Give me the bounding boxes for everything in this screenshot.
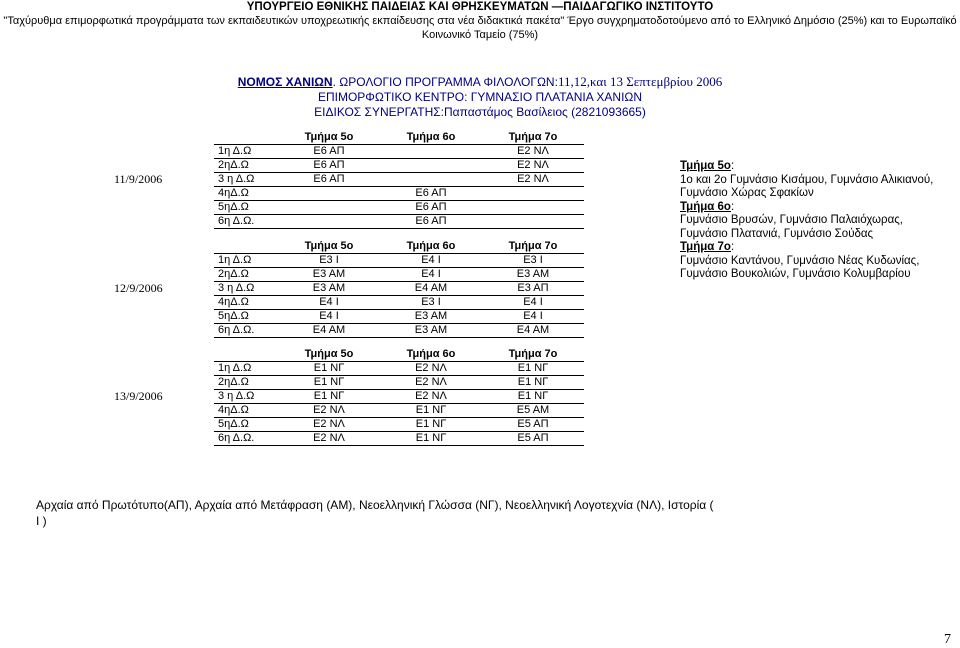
schedule-cell: Ε5 ΑΜ (482, 404, 584, 418)
period-spacer (214, 240, 278, 254)
schedule-cell: Ε4 ΑΜ (380, 282, 482, 296)
schedule-cell (482, 215, 584, 229)
section-5-schools: 1ο και 2ο Γυμνάσιο Κισάμου, Γυμνάσιο Αλικιανού, Γυμνάσιο Χώρας Σφακίων (680, 173, 934, 199)
schedule-cell: Ε6 ΑΠ (278, 145, 380, 159)
date-spacer (110, 215, 214, 229)
schedule-cell: Ε1 ΝΓ (380, 404, 482, 418)
teaching-period: 6η Δ.Ω. (214, 215, 278, 229)
date-spacer (110, 376, 214, 390)
teaching-period: 3 η Δ.Ω (214, 390, 278, 404)
schedule-cell (278, 187, 380, 201)
schedule-cell: Ε1 ΝΓ (380, 418, 482, 432)
date-spacer (110, 187, 214, 201)
schedule-cell: Ε2 ΝΛ (482, 159, 584, 173)
schedule-cell (482, 201, 584, 215)
date-spacer (110, 348, 214, 362)
date-spacer (110, 145, 214, 159)
table-row (110, 390, 584, 404)
schedule-cell: Ε3 ΑΠ (482, 282, 584, 296)
schedule-cell: Ε6 ΑΠ (380, 187, 482, 201)
table-row (110, 432, 584, 446)
schedule-cell: Ε1 ΝΓ (482, 376, 584, 390)
special-partner: ΕΙΔΙΚΟΣ ΣΥΝΕΡΓΑΤΗΣ:Παπαστάμος Βασίλειος (2821093665) (314, 105, 646, 119)
teaching-period: 6η Δ.Ω. (214, 432, 278, 446)
schedule-cell: Ε1 ΝΓ (482, 390, 584, 404)
prefecture-name: ΝΟΜΟΣ ΧΑΝΙΩΝ (237, 75, 333, 89)
teaching-period: 1η Δ.Ω (214, 362, 278, 376)
date-spacer (110, 296, 214, 310)
table-row (110, 173, 584, 187)
table-row (110, 254, 584, 268)
day-date: 12/9/2006 (114, 281, 163, 295)
date-spacer (110, 254, 214, 268)
table-row (110, 187, 584, 201)
schedule-cell: Ε3 ΑΜ (482, 268, 584, 282)
section-7-label: Τμήμα 7ο (680, 241, 731, 253)
schedule-cell: Ε3 ΑΜ (380, 310, 482, 324)
subject-abbreviations: Αρχαία από Πρωτότυπο(ΑΠ), Αρχαία από Μετάφραση (ΑΜ), Νεοελληνική Γλώσσα (ΝΓ), Νεοελληνική Λογοτεχνία (ΝΛ), Ιστορία ( Ι ) (36, 498, 714, 528)
table-row (110, 324, 584, 338)
schedule-cell (380, 173, 482, 187)
table-row (110, 296, 584, 310)
schedule-table-day-2 (110, 240, 584, 338)
section-6-label: Τμήμα 6ο (680, 200, 731, 213)
training-center: ΕΠΙΜΟΡΦΩΤΙΚΟ ΚΕΝΤΡΟ: ΓΥΜΝΑΣΙΟ ΠΛΑΤΑΝΙΑ ΧΑΝΙΩΝ (317, 90, 643, 104)
ministry-title: ΥΠΟΥΡΓΕΙΟ ΕΘΝΙΚΗΣ ΠΑΙΔΕΙΑΣ ΚΑΙ ΘΡΗΣΚΕΥΜΑΤΩΝ —ΠΑΙΔΑΓΩΓΙΚΟ ΙΝΣΤΙΤΟΥΤΟ (246, 1, 714, 13)
program-title: . ΩΡΟΛΟΓΙΟ ΠΡΟΓΡΑΜΜΑ ΦΙΛΟΛΟΓΩΝ: (332, 75, 558, 89)
date-spacer (110, 404, 214, 418)
schedule-title-block (0, 74, 960, 120)
schedule-cell (482, 187, 584, 201)
table-row (110, 215, 584, 229)
section-5-label: Τμήμα 5ο (680, 160, 731, 172)
page-number: 7 (944, 632, 951, 647)
schedule-cell: Ε2 ΝΛ (278, 432, 380, 446)
table-row (110, 268, 584, 282)
schedule-cell: Ε2 ΝΛ (380, 362, 482, 376)
schedule-cell: Ε1 ΝΓ (482, 362, 584, 376)
date-spacer (110, 432, 214, 446)
teaching-period: 5ηΔ.Ω (214, 201, 278, 215)
section-header: Τμήμα 5ο (278, 131, 380, 145)
teaching-period: 1η Δ.Ω (214, 254, 278, 268)
table-header-row (110, 240, 584, 254)
date-spacer (110, 201, 214, 215)
schedule-cell: Ε4 Ι (482, 296, 584, 310)
section-header: Τμήμα 7ο (482, 240, 584, 254)
section-header: Τμήμα 6ο (380, 348, 482, 362)
table-row (110, 310, 584, 324)
date-spacer (110, 310, 214, 324)
table-row (110, 418, 584, 432)
schedule-cell: Ε1 ΝΓ (278, 390, 380, 404)
section-7-schools: Γυμνάσιο Καντάνου, Γυμνάσιο Νέας Κυδωνίας, Γυμνάσιο Βουκολιών, Γυμνάσιο Κολυμβαρίου (680, 254, 920, 280)
schedule-cell: Ε3 ΑΜ (278, 268, 380, 282)
schedule-cell: Ε1 ΝΓ (278, 362, 380, 376)
date-spacer (110, 268, 214, 282)
day-date: 11/9/2006 (114, 172, 163, 186)
schedule-cell: Ε2 ΝΛ (380, 376, 482, 390)
schedule-cell: Ε3 Ι (278, 254, 380, 268)
schedule-cell: Ε5 ΑΠ (482, 418, 584, 432)
date-spacer (110, 240, 214, 254)
section-header: Τμήμα 7ο (482, 348, 584, 362)
teaching-period: 2ηΔ.Ω (214, 268, 278, 282)
schedule-cell: Ε3 ΑΜ (380, 324, 482, 338)
teaching-period: 3 η Δ.Ω (214, 173, 278, 187)
table-row (110, 282, 584, 296)
teaching-period: 2ηΔ.Ω (214, 159, 278, 173)
schedule-cell (278, 201, 380, 215)
program-description: "Ταχύρυθμα επιμορφωτικά προγράμματα των εκπαιδευτικών υποχρεωτικής εκπαίδευσης στα νέα διδακτικά πακέτα" Έργο συγχρηματοδοτούμενο από το Ελληνικό Δημόσιο (25%) και το Ευρωπαϊκό (3, 15, 957, 27)
teaching-period: 5ηΔ.Ω (214, 310, 278, 324)
schedule-cell: Ε3 Ι (380, 296, 482, 310)
program-funding: Κοινωνικό Ταμείο (75%) (421, 29, 539, 41)
teaching-period: 1η Δ.Ω (214, 145, 278, 159)
schedule-cell: Ε6 ΑΠ (380, 201, 482, 215)
date-spacer (110, 159, 214, 173)
date-spacer (110, 324, 214, 338)
date-spacer (110, 362, 214, 376)
program-dates: 11,12,και 13 Σεπτεμβρίου 2006 (557, 74, 723, 89)
table-row (110, 376, 584, 390)
table-header-row (110, 131, 584, 145)
schedule-cell: Ε6 ΑΠ (278, 159, 380, 173)
schedule-cell (380, 159, 482, 173)
schedule-table-day-3 (110, 348, 584, 446)
table-header-row (110, 348, 584, 362)
schedule-cell: Ε2 ΝΛ (482, 145, 584, 159)
teaching-period: 2ηΔ.Ω (214, 376, 278, 390)
period-spacer (214, 348, 278, 362)
teaching-period: 3 η Δ.Ω (214, 282, 278, 296)
schedule-cell: Ε4 Ι (482, 310, 584, 324)
schedule-cell: Ε2 ΝΛ (482, 173, 584, 187)
schedule-cell: Ε4 Ι (380, 254, 482, 268)
schedule-cell: Ε3 ΑΜ (278, 282, 380, 296)
period-spacer (214, 131, 278, 145)
schedule-cell: Ε6 ΑΠ (278, 173, 380, 187)
table-row (110, 159, 584, 173)
schedule-cell: Ε4 Ι (278, 310, 380, 324)
section-header: Τμήμα 6ο (380, 131, 482, 145)
teaching-period: 4ηΔ.Ω (214, 187, 278, 201)
schedule-cell: Ε1 ΝΓ (278, 376, 380, 390)
date-spacer (110, 418, 214, 432)
section-6-schools: Γυμνάσιο Βρυσών, Γυμνάσιο Παλαιόχωρας, Γυμνάσιο Πλατανιά, Γυμνάσιο Σούδας (680, 214, 903, 240)
schedule-cell: Ε4 ΑΜ (278, 324, 380, 338)
schedule-cell: Ε6 ΑΠ (380, 215, 482, 229)
schedule-cell: Ε3 Ι (482, 254, 584, 268)
schedule-cell: Ε2 ΝΛ (278, 404, 380, 418)
table-row (110, 145, 584, 159)
table-row (110, 362, 584, 376)
section-header: Τμήμα 5ο (278, 240, 380, 254)
teaching-period: 4ηΔ.Ω (214, 296, 278, 310)
section-header: Τμήμα 7ο (482, 131, 584, 145)
day-date: 13/9/2006 (114, 389, 163, 403)
schedule-cell: Ε2 ΝΛ (380, 390, 482, 404)
schedule-cell: Ε1 ΝΓ (380, 432, 482, 446)
schedule-cell (278, 215, 380, 229)
teaching-period: 5ηΔ.Ω (214, 418, 278, 432)
schedule-cell: Ε2 ΝΛ (278, 418, 380, 432)
table-row (110, 404, 584, 418)
teaching-period: 4ηΔ.Ω (214, 404, 278, 418)
schedule-cell: Ε4 Ι (380, 268, 482, 282)
table-row (110, 201, 584, 215)
section-schools-legend: Τμήμα 5ο: 1ο και 2ο Γυμνάσιο Κισάμου, Γυμνάσιο Αλικιανού, Γυμνάσιο Χώρας Σφακίων Τμήμα 6ο: Γυμνάσιο Βρυσών, Γυμνάσιο Παλαιόχωρας, Γυμνάσιο Πλατανιά, Γυμνάσιο Σούδας Τμήμα 7ο: Γυμνάσιο Καντάνου, Γυμνάσιο Νέας Κυδωνίας, Γυμνάσιο Βουκολιών, Γυμνάσιο Κολυμβαρίου (680, 160, 950, 282)
date-spacer (110, 131, 214, 145)
schedule-cell: Ε4 ΑΜ (482, 324, 584, 338)
teaching-period: 6η Δ.Ω. (214, 324, 278, 338)
section-header: Τμήμα 6ο (380, 240, 482, 254)
schedule-table-day-1 (110, 131, 584, 229)
document-header (0, 0, 960, 42)
schedule-cell: Ε4 Ι (278, 296, 380, 310)
schedule-cell: Ε5 ΑΠ (482, 432, 584, 446)
schedule-cell (380, 145, 482, 159)
section-header: Τμήμα 5ο (278, 348, 380, 362)
